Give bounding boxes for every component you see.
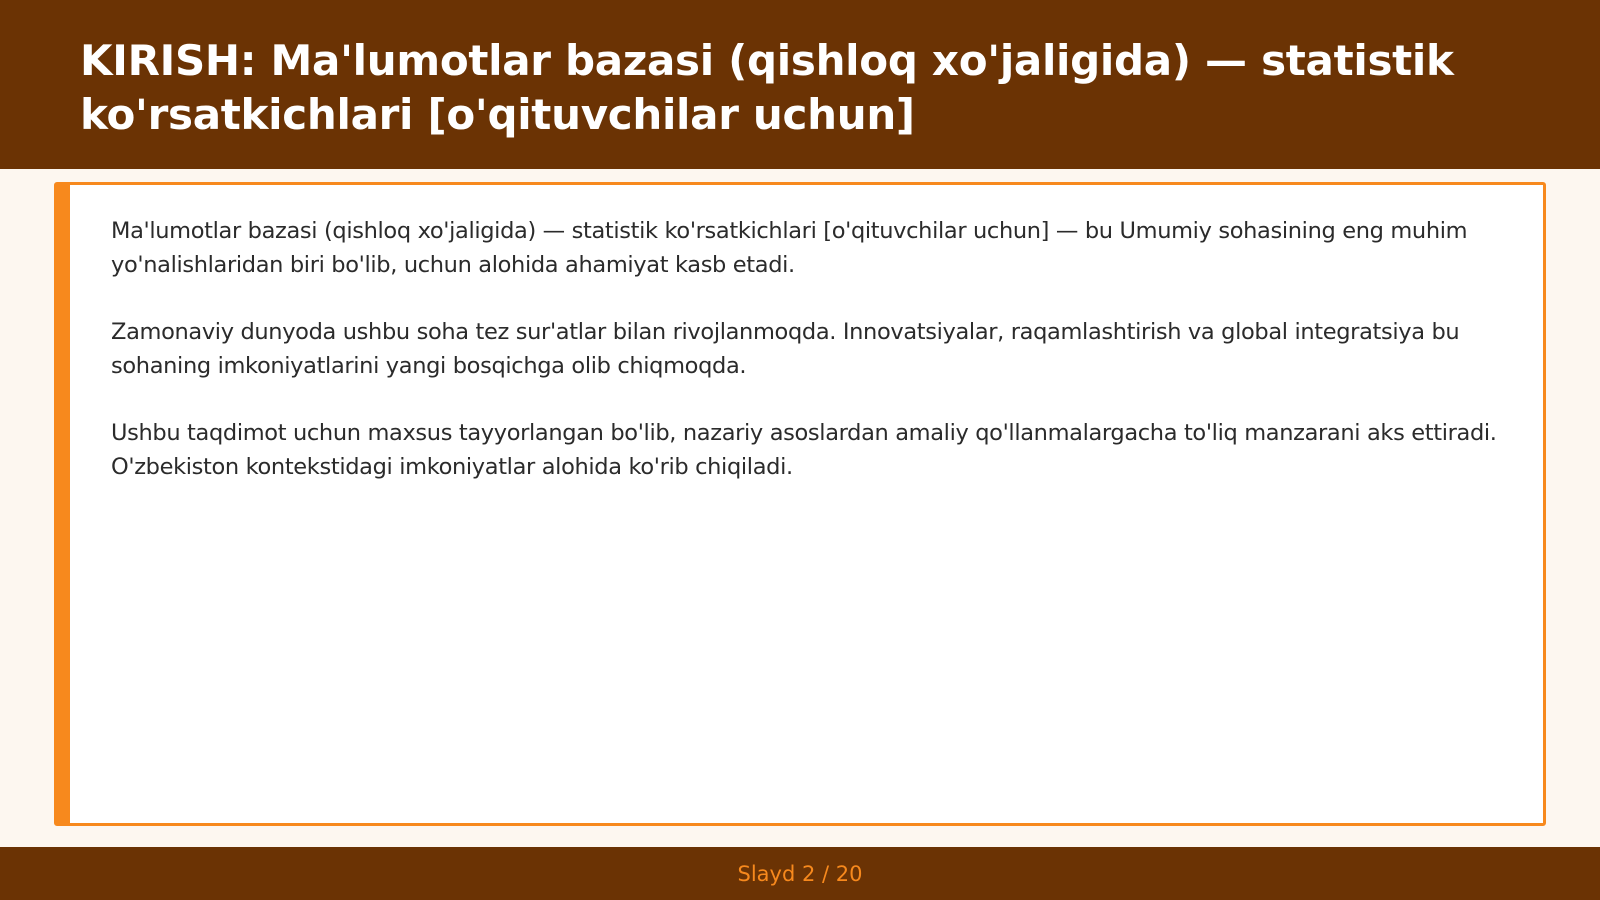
trends-paragraph: Zamonaviy dunyoda ushbu soha tez sur'atlar bilan rivojlanmoqda. Innovatsiyalar, raqamlashtirish va global integratsiya bu sohaning imkoniyatlarini yangi bosqichga olib chiqmoqda. — [111, 319, 1460, 379]
slide-header — [0, 0, 1600, 169]
purpose-paragraph: Ushbu taqdimot uchun maxsus tayyorlangan bo'lib, nazariy asoslardan amaliy qo'llanmalargacha to'liq manzarani aks ettiradi. O'zbekiston kontekstidagi imkoniyatlar alohida ko'rib chiqiladi. — [111, 420, 1497, 480]
slide-footer — [0, 847, 1600, 900]
content-card — [54, 182, 1546, 826]
intro-paragraph: Ma'lumotlar bazasi (qishloq xo'jaligida) — statistik ko'rsatkichlari [o'qituvchilar uchun] — bu Umumiy sohasining eng muhim yo'nalishlaridan biri bo'lib, uchun alohida ahamiyat kasb etadi. — [111, 218, 1468, 278]
slide-counter: Slayd 2 / 20 — [737, 861, 863, 886]
slide-title: KIRISH: Ma'lumotlar bazasi (qishloq xo'jaligida) — statistik ko'rsatkichlari [o'qituvchilar uchun] — [80, 36, 1454, 139]
